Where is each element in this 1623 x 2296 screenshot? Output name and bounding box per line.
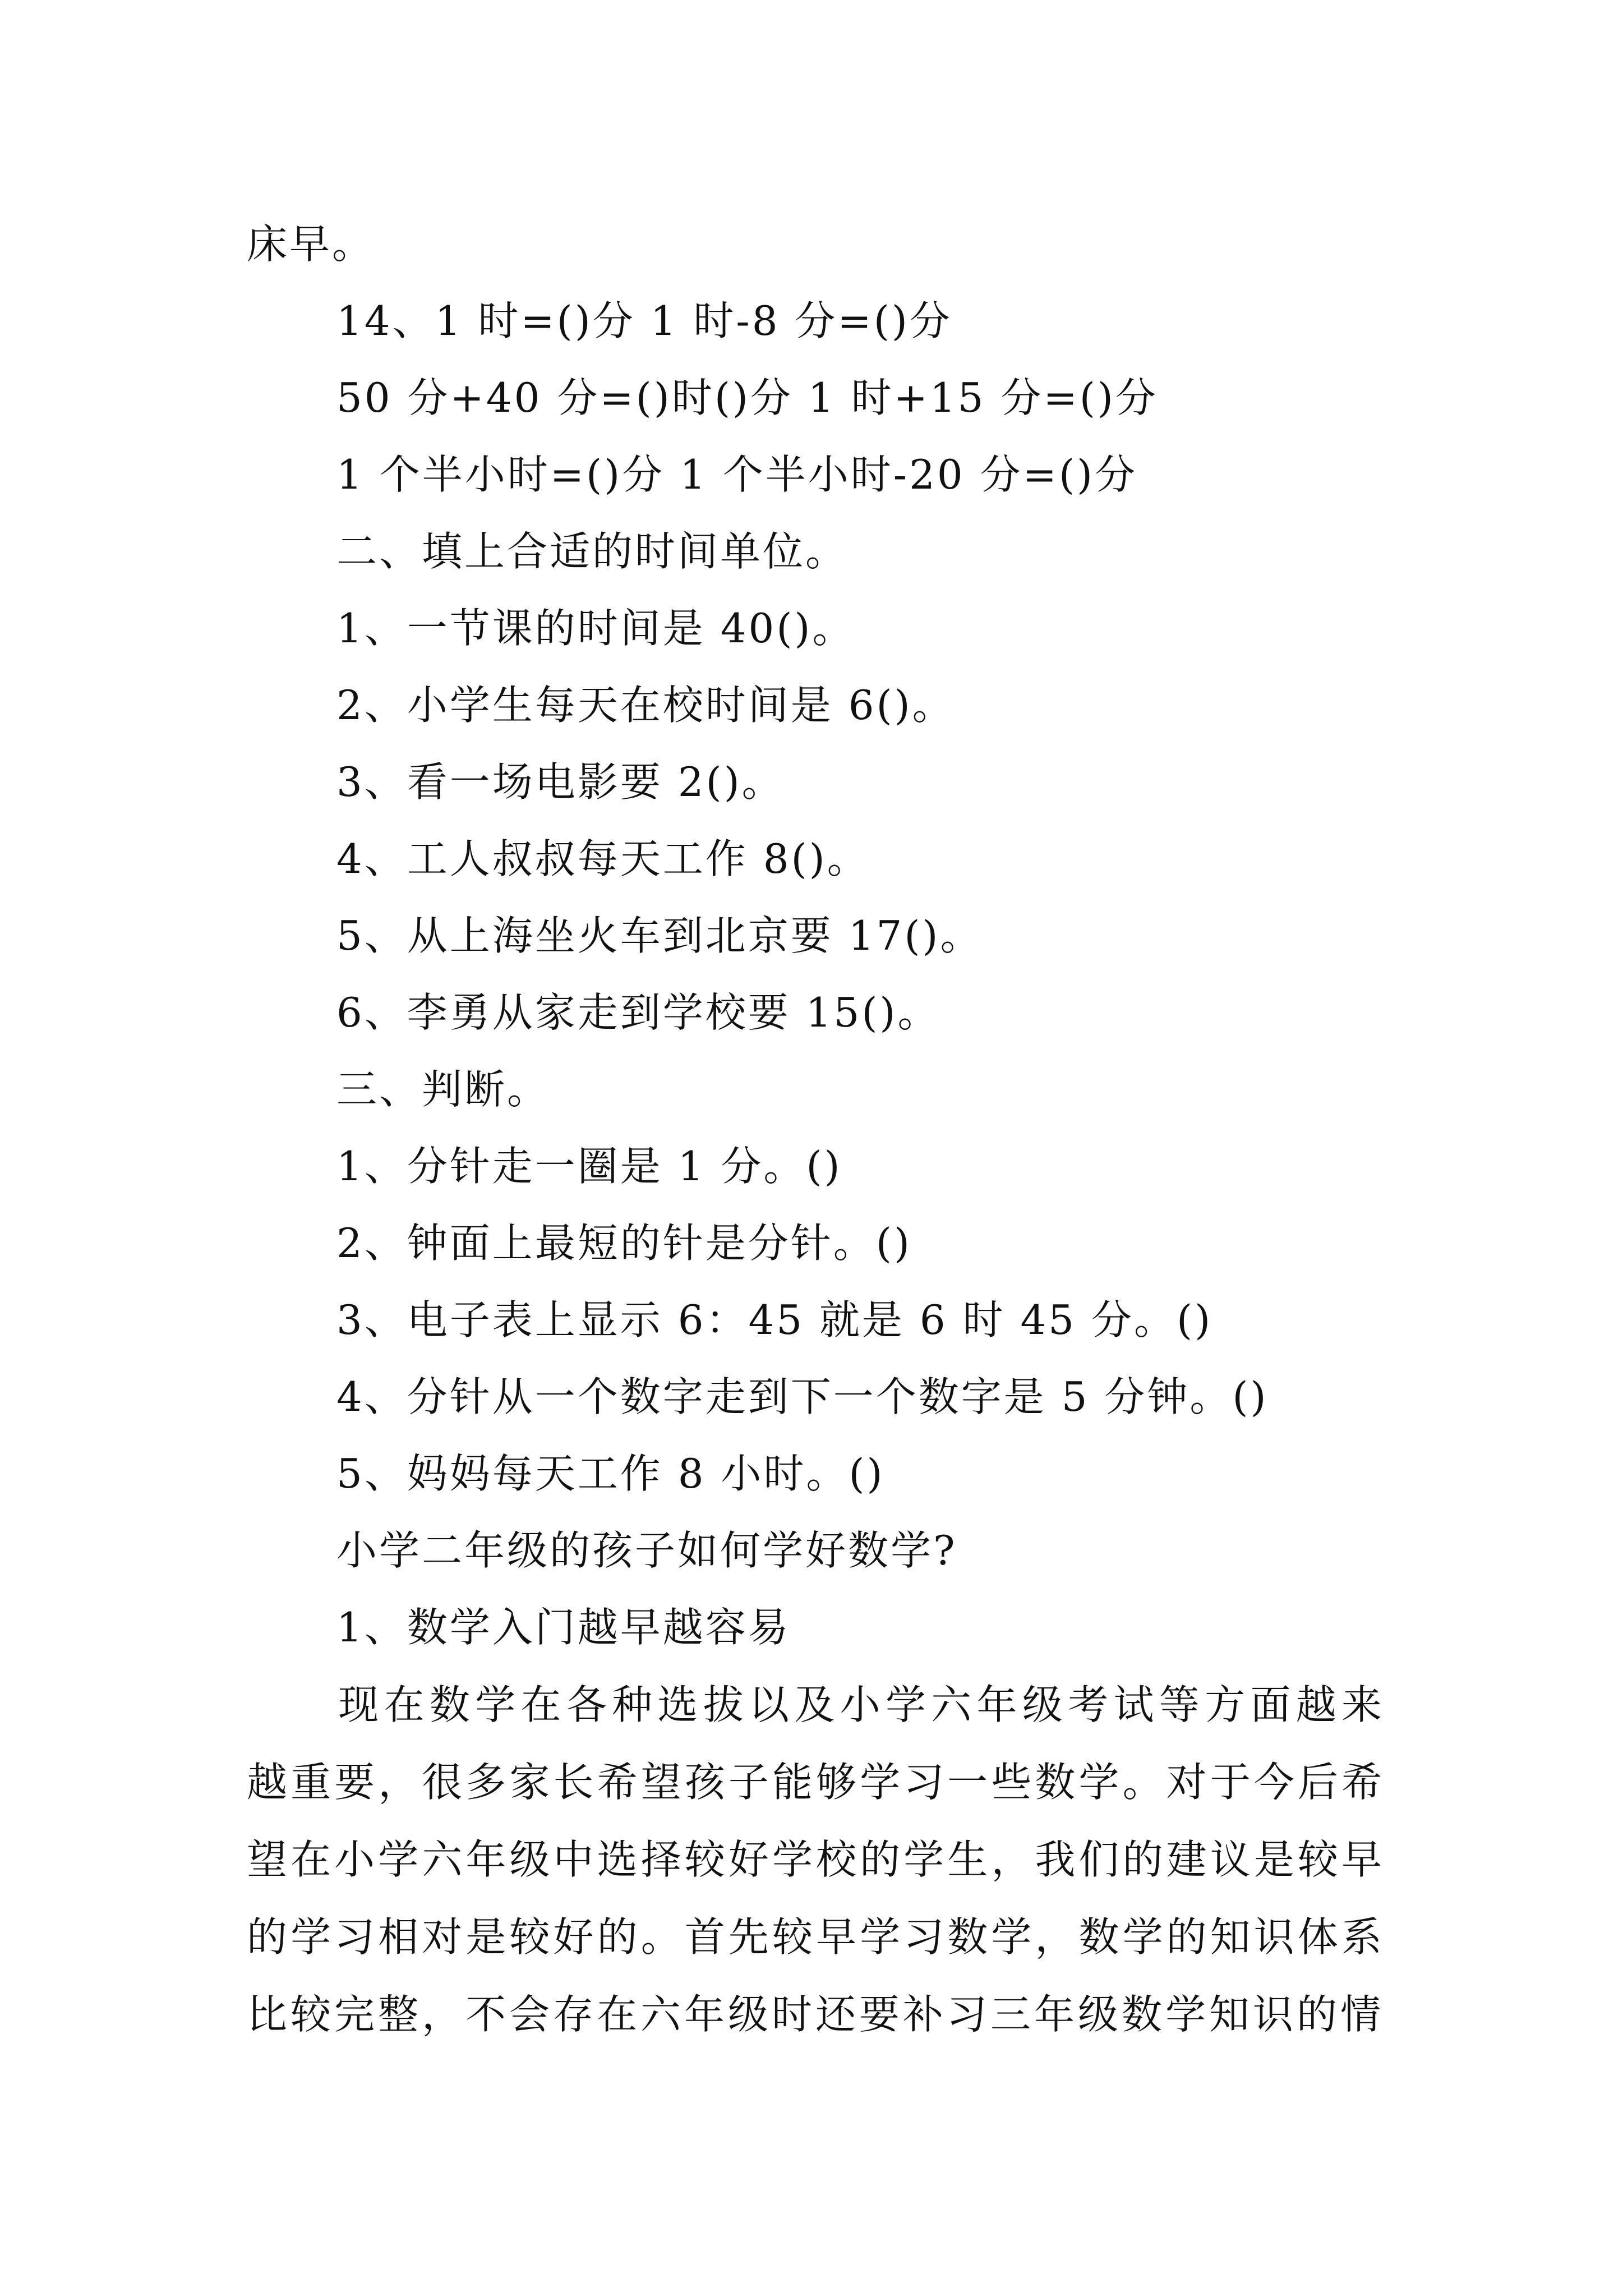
section-2-item-5: 5、从上海坐火车到北京要 17()。 <box>336 912 983 959</box>
section-heading-2: 二、填上合适的时间单位。 <box>336 528 849 575</box>
article-paragraph <box>247 1666 1385 2053</box>
section-2-item-2: 2、小学生每天在校时间是 6()。 <box>336 682 955 729</box>
question-14-line-3: 1 个半小时=()分 1 个半小时-20 分=()分 <box>336 451 1138 498</box>
section-2-item-1: 1、一节课的时间是 40()。 <box>336 605 855 652</box>
section-2-item-3: 3、看一场电影要 2()。 <box>336 758 785 806</box>
article-paragraph-text: 现在数学在各种选拔以及小学六年级考试等方面越来越重要，很多家长希望孩子能够学习一些数学。对于今后希望在小学六年级中选择较好学校的学生，我们的建议是较早的学习相对是较好的。首先较早学习数学，数学的知识体系比较完整，不会存在六年级时还要补习三年级数学知识的情 <box>247 1681 1385 2038</box>
article-heading: 小学二年级的孩子如何学好数学? <box>336 1527 957 1574</box>
section-3-item-5: 5、妈妈每天工作 8 小时。() <box>336 1450 885 1497</box>
section-3-item-1: 1、分针走一圈是 1 分。() <box>336 1143 842 1190</box>
question-14-line-2: 50 分+40 分=()时()分 1 时+15 分=()分 <box>336 374 1158 421</box>
section-2-item-6: 6、李勇从家走到学校要 15()。 <box>336 989 940 1036</box>
section-3-item-3: 3、电子表上显示 6：45 就是 6 时 45 分。() <box>336 1296 1213 1343</box>
section-3-item-2: 2、钟面上最短的针是分针。() <box>336 1220 912 1267</box>
section-heading-3: 三、判断。 <box>336 1066 550 1113</box>
question-14-line-1: 14、1 时=()分 1 时-8 分=()分 <box>336 297 952 344</box>
article-subheading-1: 1、数学入门越早越容易 <box>336 1604 791 1651</box>
text-line-continuation: 床早。 <box>247 220 375 268</box>
section-3-item-4: 4、分针从一个数字走到下一个数字是 5 分钟。() <box>336 1373 1269 1420</box>
section-2-item-4: 4、工人叔叔每天工作 8()。 <box>336 835 870 882</box>
